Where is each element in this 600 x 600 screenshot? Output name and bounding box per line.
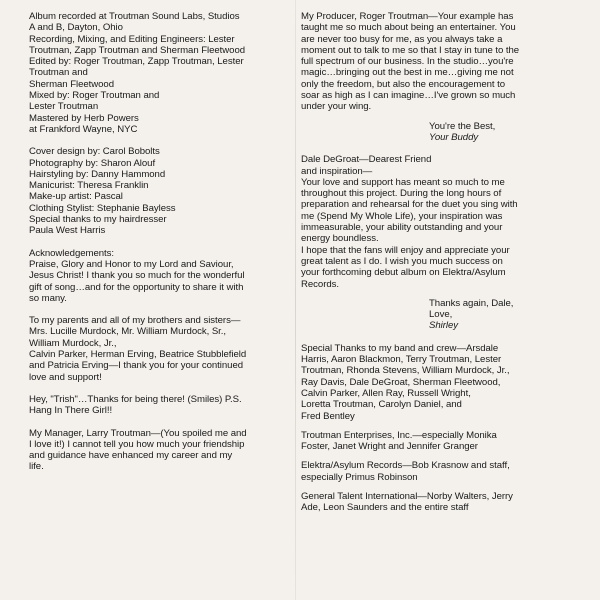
text-line: Cover design by: Carol Bobolts — [29, 146, 160, 158]
text-line: immeasurable, your ability outstanding and your — [301, 222, 503, 234]
text-line: magic…bringing out the best in me…giving me not — [301, 67, 514, 79]
text-line: and Patricia Erving—I thank you for your continued — [29, 360, 244, 372]
text-line: Records. — [301, 278, 339, 290]
text-line: under your wing. — [301, 101, 372, 113]
producer-signoff — [301, 121, 589, 144]
text-line: Hang In There Girl!! — [29, 405, 113, 417]
text-line: Special thanks to my hairdresser — [29, 214, 167, 226]
page-fold-divider — [295, 0, 296, 600]
text-line: Ray Davis, Dale DeGroat, Sherman Fleetwood, — [301, 376, 501, 388]
text-line: My Manager, Larry Troutman—(You spoiled me and — [29, 427, 247, 439]
text-line: Dale DeGroat—Dearest Friend — [301, 154, 432, 166]
text-line: and guidance have enhanced my career and my — [29, 450, 233, 462]
text-line: full spectrum of our business. In the studio…you're — [301, 56, 514, 68]
text-line: are never too busy for me, as you always take a — [301, 33, 503, 45]
text-line: love and support! — [29, 371, 102, 383]
text-line: I hope that the fans will enjoy and appreciate your — [301, 244, 510, 256]
text-line: Mastered by Herb Powers — [29, 112, 139, 124]
text-line: Photography by: Sharon Alouf — [29, 157, 156, 169]
text-line: Ade, Leon Saunders and the entire staff — [301, 502, 469, 514]
text-line: Your love and support has meant so much to me — [301, 176, 505, 188]
text-line: Paula West Harris — [29, 225, 106, 237]
text-line: Hairstyling by: Danny Hammond — [29, 168, 166, 180]
text-line: especially Primus Robinson — [301, 471, 418, 483]
manager-thanks — [29, 428, 291, 473]
text-line: Special Thanks to my band and crew—Arsdale — [301, 342, 499, 354]
elektra-thanks — [301, 460, 589, 483]
text-line: gift of song…and for the opportunity to share it with — [29, 281, 244, 293]
text-line: Calvin Parker, Herman Erving, Beatrice Stubblefield — [29, 349, 247, 361]
text-line: I love it!) I cannot tell you how much your friendship — [29, 438, 245, 450]
text-line: Troutman, Rhonda Stevens, William Murdock, Jr., — [301, 365, 510, 377]
text-line: and inspiration— — [301, 165, 373, 177]
text-line: Elektra/Asylum Records—Bob Krasnow and staff, — [301, 460, 510, 472]
text-line: Calvin Parker, Allen Ray, Russell Wright, — [301, 387, 471, 399]
signoff-line: Love, — [429, 309, 453, 321]
text-line: only the freedom, but also the encouragement to — [301, 78, 506, 90]
text-line: great talent as I do. I wish you much success on — [301, 255, 503, 267]
text-line: taught me so much about being an entertainer. You — [301, 22, 516, 34]
signoff-line: Thanks again, Dale, — [429, 297, 514, 309]
signoff-name: Shirley — [429, 320, 458, 332]
general-talent-thanks — [301, 491, 589, 514]
right-column — [301, 11, 589, 514]
text-line: Lester Troutman — [29, 101, 99, 113]
text-line: throughout this project. During the long hours of — [301, 188, 502, 200]
troutman-enterprises-thanks — [301, 430, 589, 453]
dale-thanks — [301, 154, 589, 290]
text-line: Sherman Fleetwood — [29, 78, 115, 90]
text-line: so many. — [29, 292, 67, 304]
text-line: General Talent International—Norby Walters, Jerry — [301, 490, 513, 502]
text-line: A and B, Dayton, Ohio — [29, 22, 123, 34]
text-line: Mrs. Lucille Murdock, Mr. William Murdock, Sr., — [29, 326, 227, 338]
text-line: Foster, Janet Wright and Jennifer Granger — [301, 441, 478, 453]
signoff-line — [429, 132, 589, 143]
text-line: life. — [29, 461, 44, 473]
design-credits — [29, 146, 291, 236]
text-line: Manicurist: Theresa Franklin — [29, 180, 149, 192]
left-column — [29, 11, 291, 473]
text-line: energy boundless. — [301, 233, 379, 245]
text-line: Make-up artist: Pascal — [29, 191, 123, 203]
text-line: Recording, Mixing, and Editing Engineers: Lester — [29, 33, 235, 45]
text-line: Edited by: Roger Troutman, Zapp Troutman, Lester — [29, 56, 244, 68]
signoff-name: Your Buddy — [429, 131, 479, 143]
text-line: moment out to talk to me so that I stay in tune to the — [301, 44, 520, 56]
text-line: soar as high as I can imagine…I've grown so much — [301, 90, 516, 102]
text-line: Praise, Glory and Honor to my Lord and Saviour, — [29, 258, 234, 270]
text-line: Acknowledgements: — [29, 247, 115, 259]
text-line: To my parents and all of my brothers and sisters— — [29, 315, 241, 327]
text-line: My Producer, Roger Troutman—Your example has — [301, 11, 514, 22]
dale-signoff — [301, 298, 589, 332]
trish-thanks — [29, 394, 291, 417]
text-line: Troutman and — [29, 67, 88, 79]
parents-thanks — [29, 315, 291, 383]
text-line: Troutman Enterprises, Inc.—especially Monika — [301, 429, 497, 441]
text-line: Jesus Christ! I thank you so much for the wonderful — [29, 270, 245, 282]
text-line: Mixed by: Roger Troutman and — [29, 90, 160, 102]
band-thanks — [301, 343, 589, 422]
producer-thanks — [301, 11, 589, 113]
text-line: Loretta Troutman, Carolyn Daniel, and — [301, 399, 462, 411]
text-line: William Murdock, Jr., — [29, 337, 117, 349]
text-line: Album recorded at Troutman Sound Labs, Studios — [29, 11, 240, 22]
text-line: Harris, Aaron Blackmon, Terry Troutman, Lester — [301, 354, 502, 366]
text-line: Fred Bentley — [301, 410, 355, 422]
text-line: me (Spend My Whole Life), your inspiration was — [301, 210, 503, 222]
text-line: preparation and rehearsal for the duet you sing with — [301, 199, 518, 211]
recording-credits — [29, 11, 291, 135]
text-line: Clothing Stylist: Stephanie Bayless — [29, 202, 176, 214]
text-line: your forthcoming debut album on Elektra/Asylum — [301, 267, 506, 279]
text-line: Troutman, Zapp Troutman and Sherman Fleetwood — [29, 44, 246, 56]
signoff-line — [429, 320, 589, 331]
text-line: at Frankford Wayne, NYC — [29, 123, 138, 135]
text-line: Hey, "Trish"…Thanks for being there! (Smiles) P.S. — [29, 393, 242, 405]
signoff-line: You're the Best, — [429, 120, 496, 132]
acknowledgements — [29, 248, 291, 304]
